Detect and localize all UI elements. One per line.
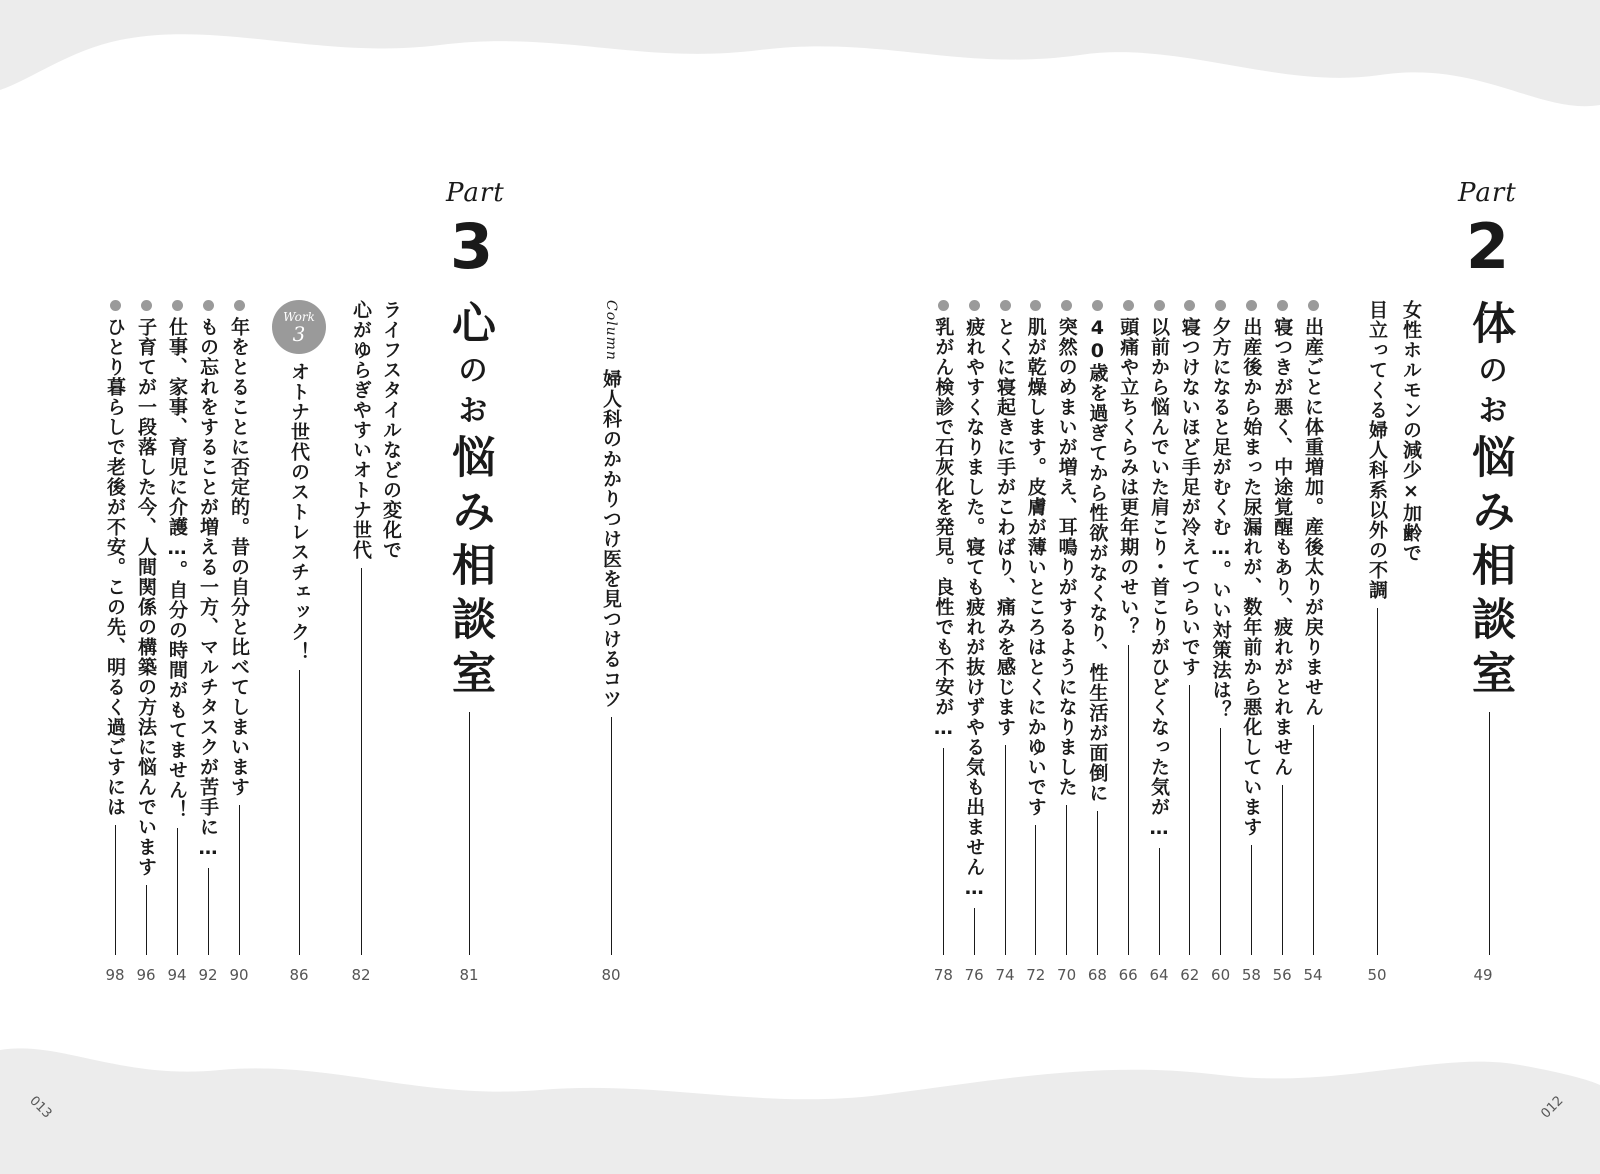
leader-line [1005, 745, 1006, 955]
toc-item[interactable] [1238, 300, 1264, 955]
toc-item[interactable] [1300, 300, 1326, 955]
toc-item-title: 40歳を過ぎてから性欲がなくなり、性生活が面倒に [1086, 317, 1109, 803]
column-label: Column [603, 300, 619, 361]
leader-line [1097, 811, 1098, 955]
page-number: 78 [933, 966, 953, 984]
work-badge [272, 300, 326, 354]
toc-item[interactable] [992, 300, 1018, 955]
toc-item-title: とくに寝起きに手がこわばり、痛みを感じます [994, 317, 1016, 737]
bullet-icon [1308, 300, 1319, 311]
toc-item-title: 肌が乾燥します。皮膚が薄いところはとくにかゆいです [1024, 317, 1047, 817]
bullet-icon [1000, 300, 1011, 311]
toc-item-title: 疲れやすくなりました。寝ても疲れが抜けずやる気も出ません… [963, 317, 986, 900]
page-number: 92 [198, 966, 218, 984]
leader-line [1313, 725, 1314, 955]
toc-item[interactable] [1115, 300, 1141, 955]
toc-item-title: 仕事、家事、育児に介護…。自分の時間がもてません！ [166, 317, 188, 820]
leader-line [611, 717, 612, 955]
bullet-icon [141, 300, 152, 311]
page-number: 81 [459, 966, 479, 984]
part2-number: 2 [1466, 210, 1510, 283]
bullet-icon [1061, 300, 1072, 311]
toc-item[interactable] [133, 300, 159, 955]
part3-title [444, 300, 495, 704]
bullet-icon [1092, 300, 1103, 311]
bullet-icon [1184, 300, 1195, 311]
leader-line [239, 805, 240, 955]
page-number: 58 [1241, 966, 1261, 984]
leader-line [115, 825, 116, 955]
leader-line [299, 670, 300, 955]
toc-item[interactable] [961, 300, 987, 955]
part3-title-rest: 悩み相談室 [444, 434, 495, 704]
page-number: 72 [1026, 966, 1046, 984]
toc-item[interactable] [1023, 300, 1049, 955]
part2-intro-line2: 目立ってくる婦人科系以外の不調 [1364, 300, 1390, 955]
leader-line [1035, 825, 1036, 955]
page-number: 76 [964, 966, 984, 984]
bullet-icon [203, 300, 214, 311]
toc-item-title: 乳がん検診で石灰化を発見。良性でも不安が… [932, 317, 955, 740]
page-number: 82 [351, 966, 371, 984]
part2-title-no: のお [1472, 354, 1507, 434]
page-number: 86 [289, 966, 309, 984]
toc-item[interactable] [1208, 300, 1234, 955]
page-number: 68 [1087, 966, 1107, 984]
page-number: 94 [167, 966, 187, 984]
bullet-icon [234, 300, 245, 311]
bullet-icon [969, 300, 980, 311]
part3-title-kanji: 心 [444, 300, 495, 354]
toc-item[interactable] [1269, 300, 1295, 955]
toc-item-title: 夕方になると足がむくむ…。いい対策法は？ [1209, 317, 1232, 720]
work-title: オトナ世代のストレスチェック！ [288, 362, 310, 662]
leader-line [1159, 848, 1160, 955]
toc-item-title: ひとり暮らしで老後が不安。この先、明るく過ごすには [104, 317, 126, 817]
part2-title-rest: 悩み相談室 [1464, 434, 1515, 704]
part2-label: Part [1458, 178, 1517, 208]
toc-item-title: 寝つけないほど手足が冷えてつらいです [1178, 317, 1201, 677]
part2-title [1464, 300, 1515, 704]
toc-item[interactable] [1177, 300, 1203, 955]
toc-item-title: 年をとることに否定的。昔の自分と比べてしまいます [228, 317, 250, 797]
bullet-icon [172, 300, 183, 311]
toc-item[interactable] [164, 300, 190, 955]
bullet-icon [1215, 300, 1226, 311]
leader-line [1220, 728, 1221, 955]
toc-item-title: 以前から悩んでいた肩こり・首こりがひどくなった気が… [1148, 317, 1170, 840]
leader-line [208, 868, 209, 955]
part3-intro-line2: 心がゆらぎやすいオトナ世代 [348, 300, 374, 955]
part3-title-column [444, 300, 494, 955]
page-number: 98 [105, 966, 125, 984]
page-number: 62 [1180, 966, 1200, 984]
toc-item[interactable] [1084, 300, 1110, 955]
toc-item[interactable] [1054, 300, 1080, 955]
leader-line [177, 828, 178, 955]
page-number: 70 [1057, 966, 1077, 984]
work-number: 3 [292, 322, 306, 346]
toc-item-title: 出産後から始まった尿漏れが、数年前から悪化しています [1240, 317, 1263, 837]
leader-line [146, 885, 147, 955]
folio-left: 013 [26, 1093, 55, 1122]
leader-line [361, 568, 362, 955]
leader-line [1189, 685, 1190, 955]
page-number: 56 [1272, 966, 1292, 984]
toc-item-title: 寝つきが悪く、中途覚醒もあり、疲れがとれません [1271, 317, 1294, 777]
page-number: 54 [1303, 966, 1323, 984]
bullet-icon [938, 300, 949, 311]
page-number: 50 [1367, 966, 1387, 984]
top-wave [0, 0, 1600, 110]
page-number: 80 [601, 966, 621, 984]
toc-item[interactable] [1146, 300, 1172, 955]
page-number: 60 [1211, 966, 1231, 984]
part2-title-column [1464, 300, 1514, 955]
page-number: 64 [1149, 966, 1169, 984]
bullet-icon [110, 300, 121, 311]
page-number: 49 [1473, 966, 1493, 984]
page-number: 66 [1118, 966, 1138, 984]
leader-line [1489, 712, 1490, 955]
toc-item-title: 出産ごとに体重増加。産後太りが戻りません [1302, 317, 1324, 717]
column-entry[interactable] [598, 300, 624, 955]
leader-line [469, 712, 470, 955]
toc-item-title: 子育てが一段落した今、人間関係の構築の方法に悩んでいます [135, 317, 157, 877]
bottom-wave [0, 1040, 1600, 1174]
toc-item[interactable] [195, 300, 221, 955]
page-number: 74 [995, 966, 1015, 984]
leader-line [1377, 608, 1378, 955]
toc-item[interactable] [930, 300, 956, 955]
page-number: 96 [136, 966, 156, 984]
bullet-icon [1154, 300, 1165, 311]
part3-number: 3 [450, 210, 494, 283]
toc-item-title: 突然のめまいが増え、耳鳴りがするようになりました [1055, 317, 1078, 797]
leader-line [1282, 785, 1283, 955]
bullet-icon [1030, 300, 1041, 311]
part2-title-kanji: 体 [1464, 300, 1515, 354]
work-label: Work [283, 310, 315, 324]
toc-item[interactable] [102, 300, 128, 955]
bullet-icon [1123, 300, 1134, 311]
part2-intro-line1: 女性ホルモンの減少×加齢で [1400, 300, 1422, 563]
bullet-icon [1246, 300, 1257, 311]
column-title: 婦人科のかかりつけ医を見つけるコツ [600, 368, 622, 709]
leader-line [943, 748, 944, 955]
toc-item-title: 頭痛や立ちくらみは更年期のせい？ [1117, 317, 1140, 637]
folio-right: 012 [1538, 1093, 1567, 1122]
toc-item-title: もの忘れをすることが増える一方、マルチタスクが苦手に… [197, 317, 219, 860]
leader-line [1066, 805, 1067, 955]
leader-line [1128, 645, 1129, 955]
work-entry[interactable] [272, 300, 326, 955]
leader-line [974, 908, 975, 955]
toc-item[interactable] [226, 300, 252, 955]
page-number: 90 [229, 966, 249, 984]
part3-intro-line1: ライフスタイルなどの変化で [380, 300, 402, 560]
part3-title-no: のお [452, 354, 487, 434]
leader-line [1251, 845, 1252, 955]
part3-label: Part [446, 178, 505, 208]
bullet-icon [1277, 300, 1288, 311]
